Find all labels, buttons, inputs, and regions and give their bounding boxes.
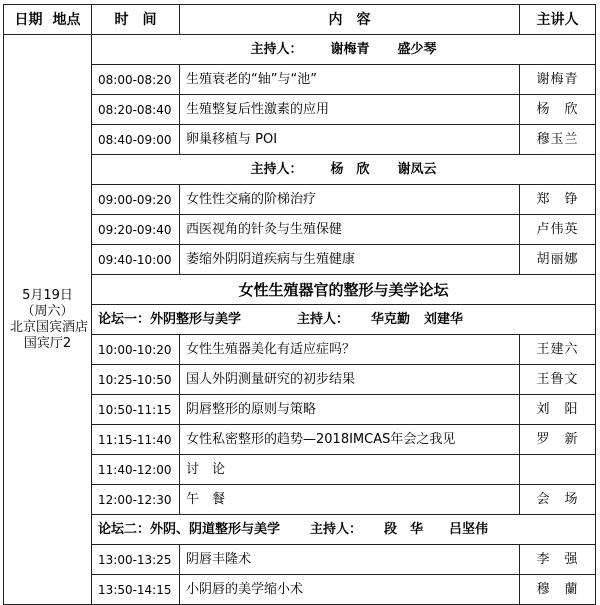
table-row (4, 485, 596, 515)
content-cell: 小阴唇的美学缩小术 (180, 575, 520, 605)
hall-text: 国宾厅2 (23, 335, 72, 351)
host-label: 主持人： (250, 161, 303, 177)
time-cell: 12:00-12:30 (92, 485, 180, 515)
schedule-table (3, 4, 596, 605)
speaker-cell: 谢梅青 (520, 65, 596, 95)
table-row (4, 455, 596, 485)
speaker-cell: 穆 蘭 (520, 575, 596, 605)
content-cell: 生殖整复后性激素的应用 (180, 95, 520, 125)
host-name: 杨 欣 (330, 161, 370, 177)
table-row (4, 215, 596, 245)
forum2-header (92, 515, 596, 545)
speaker-cell: 郑 铮 (520, 185, 596, 215)
host-label: 主持人： (310, 521, 363, 537)
forum-title-row (4, 275, 596, 305)
date-text: 5月19日 (22, 287, 73, 303)
table-row (4, 185, 596, 215)
content-cell: 卵巢移植与 POI (180, 125, 520, 155)
speaker-cell: 王建六 (520, 335, 596, 365)
header-content: 内 容 (180, 5, 520, 35)
header-date: 日期 (14, 11, 43, 28)
forum1-title: 论坛一：外阴整形与美学 (98, 311, 242, 327)
table-row (4, 425, 596, 455)
time-cell: 10:50-11:15 (92, 395, 180, 425)
weekday-text: （周六） (21, 303, 74, 319)
host-label: 主持人： (250, 41, 303, 57)
session2-host-row (4, 155, 596, 185)
content-cell: 生殖衰老的“轴”与“池” (180, 65, 520, 95)
speaker-cell: 王鲁文 (520, 365, 596, 395)
speaker-cell: 杨 欣 (520, 95, 596, 125)
forum1-header (92, 305, 596, 335)
time-cell: 13:00-13:25 (92, 545, 180, 575)
table-row (4, 245, 596, 275)
table-row (4, 395, 596, 425)
time-cell: 11:15-11:40 (92, 425, 180, 455)
content-cell: 国人外阴测量研究的初步结果 (180, 365, 520, 395)
host-name: 段 华 (384, 521, 424, 537)
header-row (4, 5, 596, 35)
table-row (4, 545, 596, 575)
table-row (4, 65, 596, 95)
speaker-cell: 刘 阳 (520, 395, 596, 425)
time-cell: 08:40-09:00 (92, 125, 180, 155)
content-cell: 萎缩外阴阴道疾病与生殖健康 (180, 245, 520, 275)
content-cell: 女性生殖器美化有适应症吗？ (180, 335, 520, 365)
host-name: 刘建华 (424, 311, 464, 327)
date-place-cell (4, 35, 92, 605)
time-cell: 10:25-10:50 (92, 365, 180, 395)
content-cell: 讨 论 (180, 455, 520, 485)
content-cell: 阴唇丰隆术 (180, 545, 520, 575)
header-place: 地点 (52, 11, 81, 28)
time-cell: 10:00-10:20 (92, 335, 180, 365)
time-cell: 13:50-14:15 (92, 575, 180, 605)
forum2-title: 论坛二：外阴、阴道整形与美学 (98, 521, 281, 537)
forum2-header-row (4, 515, 596, 545)
session1-host-row (4, 35, 596, 65)
forum1-header-row (4, 305, 596, 335)
table-row (4, 95, 596, 125)
speaker-cell (520, 455, 596, 485)
content-cell: 女性私密整形的趋势—2018IMCAS年会之我见 (180, 425, 520, 455)
host-name: 华克勤 (371, 311, 411, 327)
speaker-cell: 穆玉兰 (520, 125, 596, 155)
time-cell: 08:20-08:40 (92, 95, 180, 125)
host-name: 盛少琴 (397, 41, 437, 57)
venue-text: 北京国宾酒店 (10, 319, 89, 335)
table-row (4, 125, 596, 155)
speaker-cell: 李 强 (520, 545, 596, 575)
session2-host (92, 155, 596, 185)
table-row (4, 365, 596, 395)
forum-title: 女性生殖器官的整形与美学论坛 (92, 275, 596, 305)
content-cell: 女性性交痛的阶梯治疗 (180, 185, 520, 215)
content-cell: 西医视角的针灸与生殖保健 (180, 215, 520, 245)
time-cell: 09:00-09:20 (92, 185, 180, 215)
header-date-place (4, 5, 92, 35)
host-label: 主持人： (297, 311, 350, 327)
table-row (4, 335, 596, 365)
content-cell: 午 餐 (180, 485, 520, 515)
speaker-cell: 会 场 (520, 485, 596, 515)
time-cell: 08:00-08:20 (92, 65, 180, 95)
time-cell: 09:20-09:40 (92, 215, 180, 245)
speaker-cell: 胡丽娜 (520, 245, 596, 275)
header-time: 时 间 (92, 5, 180, 35)
table-row (4, 575, 596, 605)
header-speaker: 主讲人 (520, 5, 596, 35)
content-cell: 阴唇整形的原则与策略 (180, 395, 520, 425)
time-cell: 09:40-10:00 (92, 245, 180, 275)
host-name: 吕坚伟 (449, 521, 489, 537)
time-cell: 11:40-12:00 (92, 455, 180, 485)
speaker-cell: 罗 新 (520, 425, 596, 455)
speaker-cell: 卢伟英 (520, 215, 596, 245)
session1-host (92, 35, 596, 65)
host-name: 谢梅青 (330, 41, 370, 57)
host-name: 谢凤云 (397, 161, 437, 177)
